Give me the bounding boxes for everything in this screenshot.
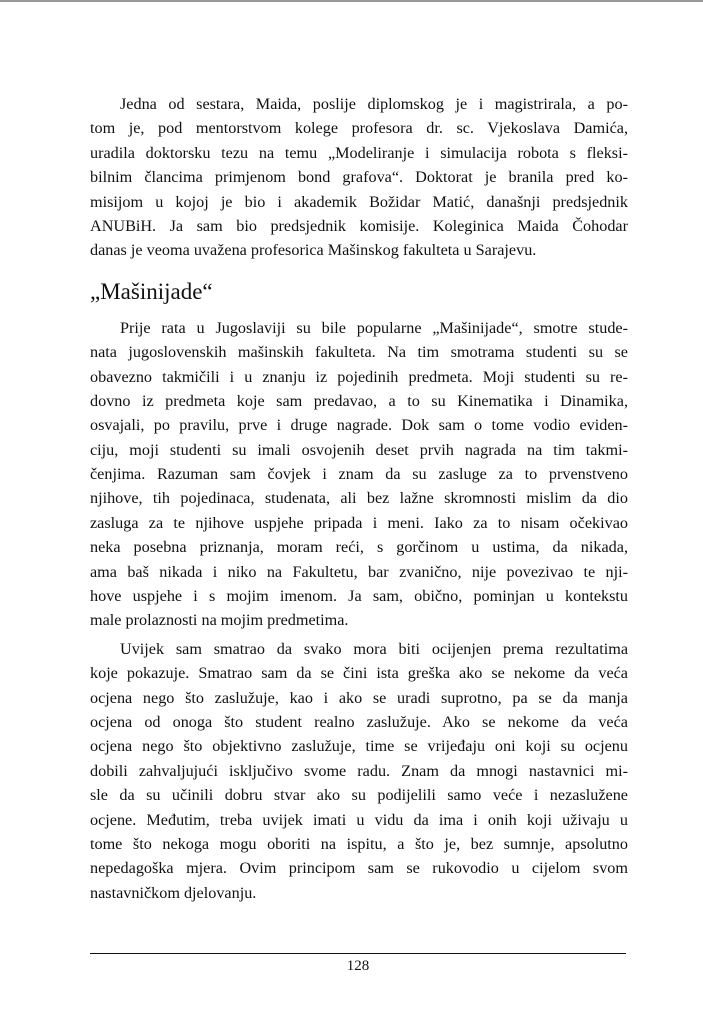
text-line: ocjena nego što zaslužuje, kao i ako se uradi suprotno, pa se da manja xyxy=(90,688,628,707)
text-line: obavezno takmičili i u znanju iz pojedinih predmeta. Moji studenti su re- xyxy=(90,367,628,386)
paragraph-1 xyxy=(90,92,628,263)
page-body xyxy=(90,92,628,905)
text-line: nepedagoška mjera. Ovim principom sam se rukovodio u cijelom svom xyxy=(90,859,628,878)
text-line: tome što nekoga mogu oboriti na ispitu, a što je, bez sumnje, apsolutno xyxy=(90,834,628,853)
text-line: ama baš nikada i niko na Fakultetu, bar zvanično, nije povezivao te nji- xyxy=(90,562,628,581)
text-line: bilnim člancima primjenom bond grafova“. Doktorat je branila pred ko- xyxy=(90,168,628,187)
text-line: nastavničkom djelovanju. xyxy=(90,883,257,902)
text-line: misijom u kojoj je bio i akademik Božidar Matić, današnji predsjednik xyxy=(90,192,628,211)
top-border-line xyxy=(0,0,703,2)
text-line: osvajali, po pravilu, prve i druge nagrade. Dok sam o tome vodio eviden- xyxy=(90,416,628,435)
text-line: zasluga za te njihove uspjehe pripada i meni. Iako za to nisam očekivao xyxy=(90,513,628,532)
text-line: hove uspjehe i s mojim imenom. Ja sam, obično, pominjan u kontekstu xyxy=(90,587,628,606)
paragraph-3 xyxy=(90,637,628,905)
text-line: neka posebna priznanja, moram reći, s gorčinom u ustima, da nikada, xyxy=(90,538,628,557)
text-line: sle da su učinili dobru stvar ako su podijelili samo veće i nezaslužene xyxy=(90,786,628,805)
text-line: uradila doktorsku tezu na temu „Modeliranje i simulacija robota s fleksi- xyxy=(90,143,628,162)
text-line: Jedna od sestara, Maida, poslije diplomskog je i magistrirala, a po- xyxy=(120,95,628,113)
text-line: tom je, pod mentorstvom kolege profesora dr. sc. Vjekoslava Damića, xyxy=(90,119,628,138)
text-line: koje pokazuje. Smatrao sam da se čini ista greška ako se nekome da veća xyxy=(90,664,628,683)
footer-divider xyxy=(90,953,626,954)
section-heading: „Mašinijade“ xyxy=(90,278,213,304)
page-number: 128 xyxy=(346,958,370,974)
text-line: nata jugoslovenskih mašinskih fakulteta. Na tim smotrama studenti su se xyxy=(90,343,628,362)
text-line: ocjena od onoga što student realno zaslužuje. Ako se nekome da veća xyxy=(90,712,628,731)
text-line: dovno iz predmeta koje sam predavao, a to su Kinematika i Dinamika, xyxy=(90,391,628,410)
paragraph-2 xyxy=(90,316,628,633)
text-line: Uvijek sam smatrao da svako mora biti ocijenjen prema rezultatima xyxy=(120,639,628,658)
text-line: danas je veoma uvažena profesorica Mašinskog fakulteta u Sarajevu. xyxy=(90,241,537,260)
text-line: ocjena nego što objektivno zaslužuje, time se vrijeđaju oni koji su ocjenu xyxy=(90,737,628,756)
text-line: ciju, moji studenti su imali osvojenih deset prvih nagrada na tim takmi- xyxy=(90,440,628,459)
text-line: čenjima. Razuman sam čovjek i znam da su zasluge za to prvenstveno xyxy=(90,465,628,484)
text-line: male prolaznosti na mojim predmetima. xyxy=(90,611,349,630)
text-line: dobili zahvaljujući isključivo svome radu. Znam da mnogi nastavnici mi- xyxy=(90,761,628,780)
text-line: ANUBiH. Ja sam bio predsjednik komisije. Koleginica Maida Čohodar xyxy=(90,216,628,235)
text-line: Prije rata u Jugoslaviji su bile popularne „Mašinijade“, smotre stude- xyxy=(120,318,628,337)
text-line: ocjene. Međutim, treba uvijek imati u vidu da ima i onih koji uživaju u xyxy=(90,810,628,829)
text-line: njihove, tih pojedinaca, studenata, ali bez lažne skromnosti mislim da dio xyxy=(90,489,628,508)
